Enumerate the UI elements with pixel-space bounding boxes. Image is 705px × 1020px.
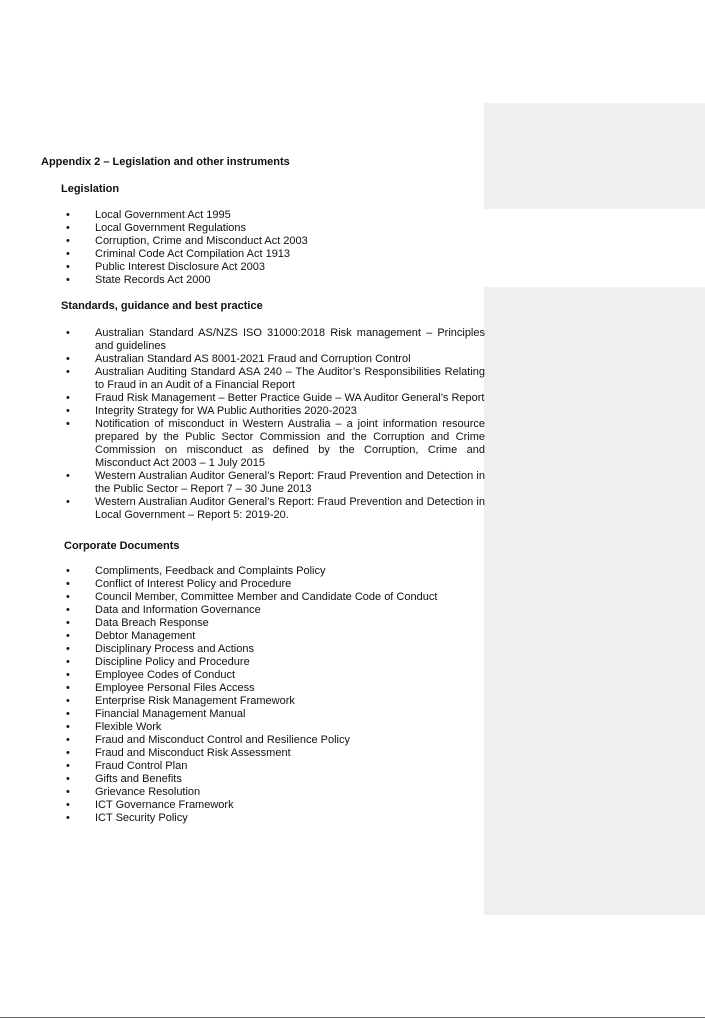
list-item: • ICT Security Policy (0, 812, 485, 825)
list-item: • Fraud and Misconduct Risk Assessment (0, 747, 485, 760)
list-item: • Debtor Management (0, 630, 485, 643)
list-item: • Flexible Work (0, 721, 485, 734)
list-item: • Enterprise Risk Management Framework (0, 695, 485, 708)
list-item: • Notification of misconduct in Western Australia – a joint information resource prepared by the Public Sector Commission and the Corruption and Crime Commission on misconduct as defined by the Corruption, Crime and Misconduct Act 2003 – 1 July 2015 (0, 418, 485, 470)
legislation-heading: Legislation (61, 183, 120, 195)
list-item: • Fraud Risk Management – Better Practice Guide – WA Auditor General’s Report (0, 392, 485, 405)
list-item: • Australian Standard AS/NZS ISO 31000:2018 Risk management – Principles and guidelines (0, 327, 485, 353)
standards-heading: Standards, guidance and best practice (61, 300, 263, 312)
list-item: • Grievance Resolution (0, 786, 485, 799)
standards-list (0, 327, 485, 522)
list-item: • Financial Management Manual (0, 708, 485, 721)
list-item: • Data Breach Response (0, 617, 485, 630)
comment-margin-panel-bottom (484, 287, 705, 915)
list-item: • Fraud Control Plan (0, 760, 485, 773)
list-item: • Public Interest Disclosure Act 2003 (0, 261, 485, 274)
list-item: • Integrity Strategy for WA Public Authorities 2020-2023 (0, 405, 485, 418)
list-item: • Western Australian Auditor General’s Report: Fraud Prevention and Detection in Local Government – Report 5: 2019-20. (0, 496, 485, 522)
list-item: • ICT Governance Framework (0, 799, 485, 812)
corporate-documents-list (0, 565, 485, 825)
legislation-list (0, 209, 485, 287)
list-item: • Local Government Regulations (0, 222, 485, 235)
list-item: • Fraud and Misconduct Control and Resilience Policy (0, 734, 485, 747)
page-bottom-divider (0, 1017, 705, 1018)
list-item: • State Records Act 2000 (0, 274, 485, 287)
list-item: • Employee Personal Files Access (0, 682, 485, 695)
appendix-title: Appendix 2 – Legislation and other instruments (41, 156, 290, 168)
list-item: • Discipline Policy and Procedure (0, 656, 485, 669)
list-item: • Disciplinary Process and Actions (0, 643, 485, 656)
list-item: • Compliments, Feedback and Complaints Policy (0, 565, 485, 578)
list-item: • Data and Information Governance (0, 604, 485, 617)
corporate-documents-heading: Corporate Documents (64, 540, 180, 552)
list-item: • Corruption, Crime and Misconduct Act 2003 (0, 235, 485, 248)
list-item: • Council Member, Committee Member and Candidate Code of Conduct (0, 591, 485, 604)
list-item: • Local Government Act 1995 (0, 209, 485, 222)
comment-margin-panel-top (484, 103, 705, 209)
list-item: • Australian Standard AS 8001-2021 Fraud and Corruption Control (0, 353, 485, 366)
list-item: • Gifts and Benefits (0, 773, 485, 786)
list-item: • Criminal Code Act Compilation Act 1913 (0, 248, 485, 261)
list-item: • Australian Auditing Standard ASA 240 – The Auditor’s Responsibilities Relating to Fraud in an Audit of a Financial Report (0, 366, 485, 392)
list-item: • Conflict of Interest Policy and Procedure (0, 578, 485, 591)
list-item: • Employee Codes of Conduct (0, 669, 485, 682)
list-item: • Western Australian Auditor General’s Report: Fraud Prevention and Detection in the Public Sector – Report 7 – 30 June 2013 (0, 470, 485, 496)
